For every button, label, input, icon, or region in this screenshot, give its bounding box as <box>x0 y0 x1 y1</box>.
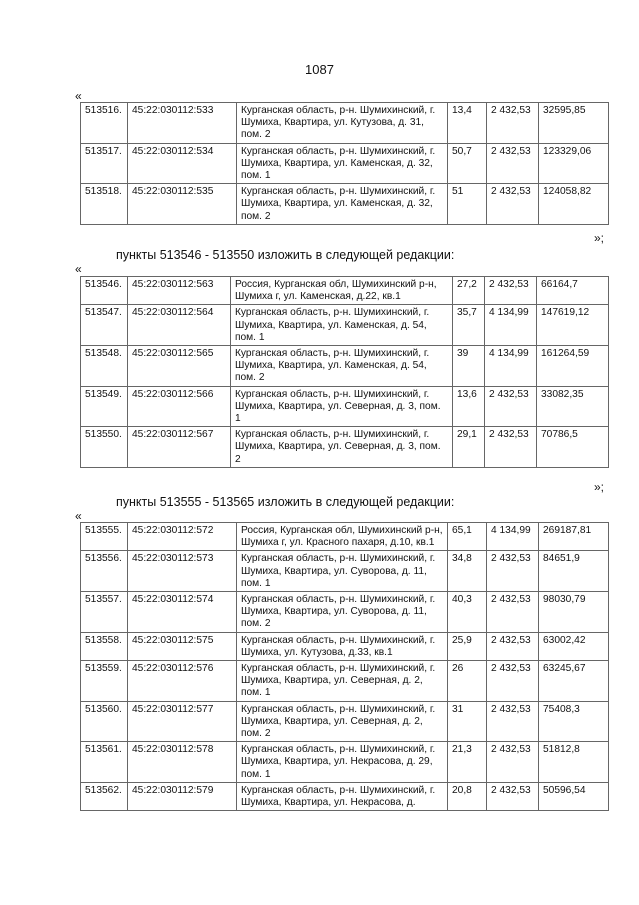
table-row <box>81 523 609 551</box>
address-cell: Курганская область, р-н. Шумихинский, г. Шумиха, Квартира, ул. Каменская, д. 32, пом. 1 <box>237 143 448 184</box>
unit-value-cell: 2 432,53 <box>487 661 539 702</box>
cadastral-number-cell: 45:22:030112:534 <box>128 143 237 184</box>
cadastral-table-3 <box>80 522 609 811</box>
opening-quote: « <box>75 89 82 103</box>
area-cell: 65,1 <box>448 523 487 551</box>
cadastral-value-cell: 66164,7 <box>537 277 609 305</box>
cadastral-number-cell: 45:22:030112:566 <box>128 386 231 427</box>
address-cell: Курганская область, р-н. Шумихинский, г. Шумиха, Квартира, ул. Некрасова, д. 29, пом. 1 <box>237 742 448 783</box>
cadastral-value-cell: 123329,06 <box>539 143 609 184</box>
cadastral-value-cell: 161264,59 <box>537 346 609 387</box>
table-row <box>81 592 609 633</box>
unit-value-cell: 2 432,53 <box>487 632 539 660</box>
table-row <box>81 386 609 427</box>
address-cell: Курганская область, р-н. Шумихинский, г. Шумиха, Квартира, ул. Кутузова, д. 31, пом. 2 <box>237 103 448 144</box>
table-row <box>81 305 609 346</box>
cadastral-value-cell: 75408,3 <box>539 701 609 742</box>
row-number-cell: 513550. <box>81 427 128 468</box>
unit-value-cell: 2 432,53 <box>485 386 537 427</box>
cadastral-number-cell: 45:22:030112:535 <box>128 184 237 225</box>
area-cell: 34,8 <box>448 551 487 592</box>
address-cell: Россия, Курганская обл, Шумихинский р-н, Шумиха г, ул. Красного пахаря, д.10, кв.1 <box>237 523 448 551</box>
row-number-cell: 513548. <box>81 346 128 387</box>
table-row <box>81 551 609 592</box>
address-cell: Курганская область, р-н. Шумихинский, г. Шумиха, Квартира, ул. Некрасова, д. <box>237 782 448 810</box>
table-row <box>81 701 609 742</box>
area-cell: 35,7 <box>453 305 485 346</box>
address-cell: Россия, Курганская обл, Шумихинский р-н, Шумиха г, ул. Каменская, д.22, кв.1 <box>231 277 453 305</box>
cadastral-number-cell: 45:22:030112:577 <box>128 701 237 742</box>
table-row <box>81 782 609 810</box>
section-heading-513546: пункты 513546 - 513550 изложить в следующей редакции: <box>116 248 455 262</box>
cadastral-value-cell: 147619,12 <box>537 305 609 346</box>
opening-quote: « <box>75 509 82 523</box>
area-cell: 21,3 <box>448 742 487 783</box>
row-number-cell: 513516. <box>81 103 128 144</box>
address-cell: Курганская область, р-н. Шумихинский, г. Шумиха, Квартира, ул. Каменская, д. 54, пом. 2 <box>231 346 453 387</box>
row-number-cell: 513546. <box>81 277 128 305</box>
cadastral-value-cell: 124058,82 <box>539 184 609 225</box>
area-cell: 27,2 <box>453 277 485 305</box>
address-cell: Курганская область, р-н. Шумихинский, г. Шумиха, Квартира, ул. Каменская, д. 54, пом. 1 <box>231 305 453 346</box>
cadastral-number-cell: 45:22:030112:576 <box>128 661 237 702</box>
area-cell: 29,1 <box>453 427 485 468</box>
table-row <box>81 661 609 702</box>
cadastral-number-cell: 45:22:030112:574 <box>128 592 237 633</box>
table-row <box>81 427 609 468</box>
cadastral-number-cell: 45:22:030112:579 <box>128 782 237 810</box>
cadastral-value-cell: 269187,81 <box>539 523 609 551</box>
section-heading-513555: пункты 513555 - 513565 изложить в следующей редакции: <box>116 495 455 509</box>
closing-quote: »; <box>594 231 605 245</box>
area-cell: 51 <box>448 184 487 225</box>
unit-value-cell: 4 134,99 <box>485 305 537 346</box>
cadastral-number-cell: 45:22:030112:565 <box>128 346 231 387</box>
unit-value-cell: 4 134,99 <box>487 523 539 551</box>
unit-value-cell: 2 432,53 <box>487 184 539 225</box>
closing-quote: »; <box>594 480 605 494</box>
unit-value-cell: 2 432,53 <box>485 427 537 468</box>
cadastral-number-cell: 45:22:030112:567 <box>128 427 231 468</box>
cadastral-number-cell: 45:22:030112:575 <box>128 632 237 660</box>
table-row <box>81 632 609 660</box>
unit-value-cell: 4 134,99 <box>485 346 537 387</box>
cadastral-number-cell: 45:22:030112:563 <box>128 277 231 305</box>
address-cell: Курганская область, р-н. Шумихинский, г. Шумиха, Квартира, ул. Северная, д. 2, пом. 2 <box>237 701 448 742</box>
unit-value-cell: 2 432,53 <box>487 742 539 783</box>
unit-value-cell: 2 432,53 <box>487 782 539 810</box>
address-cell: Курганская область, р-н. Шумихинский, г. Шумиха, Квартира, ул. Каменская, д. 32, пом. 2 <box>237 184 448 225</box>
row-number-cell: 513557. <box>81 592 128 633</box>
table-row <box>81 103 609 144</box>
cadastral-value-cell: 50596,54 <box>539 782 609 810</box>
row-number-cell: 513558. <box>81 632 128 660</box>
row-number-cell: 513517. <box>81 143 128 184</box>
row-number-cell: 513556. <box>81 551 128 592</box>
opening-quote: « <box>75 262 82 276</box>
unit-value-cell: 2 432,53 <box>487 103 539 144</box>
cadastral-table-2 <box>80 276 609 468</box>
area-cell: 25,9 <box>448 632 487 660</box>
row-number-cell: 513560. <box>81 701 128 742</box>
area-cell: 50,7 <box>448 143 487 184</box>
cadastral-value-cell: 33082,35 <box>537 386 609 427</box>
row-number-cell: 513555. <box>81 523 128 551</box>
cadastral-value-cell: 70786,5 <box>537 427 609 468</box>
page-number: 1087 <box>305 62 334 77</box>
area-cell: 26 <box>448 661 487 702</box>
cadastral-number-cell: 45:22:030112:564 <box>128 305 231 346</box>
row-number-cell: 513549. <box>81 386 128 427</box>
area-cell: 40,3 <box>448 592 487 633</box>
cadastral-value-cell: 84651,9 <box>539 551 609 592</box>
row-number-cell: 513559. <box>81 661 128 702</box>
unit-value-cell: 2 432,53 <box>487 143 539 184</box>
cadastral-value-cell: 98030,79 <box>539 592 609 633</box>
address-cell: Курганская область, р-н. Шумихинский, г. Шумиха, ул. Кутузова, д.33, кв.1 <box>237 632 448 660</box>
address-cell: Курганская область, р-н. Шумихинский, г. Шумиха, Квартира, ул. Северная, д. 3, пом. 2 <box>231 427 453 468</box>
cadastral-number-cell: 45:22:030112:533 <box>128 103 237 144</box>
row-number-cell: 513547. <box>81 305 128 346</box>
area-cell: 13,4 <box>448 103 487 144</box>
area-cell: 31 <box>448 701 487 742</box>
unit-value-cell: 2 432,53 <box>487 592 539 633</box>
table-row <box>81 742 609 783</box>
cadastral-value-cell: 63245,67 <box>539 661 609 702</box>
table-row <box>81 277 609 305</box>
unit-value-cell: 2 432,53 <box>487 701 539 742</box>
cadastral-number-cell: 45:22:030112:573 <box>128 551 237 592</box>
cadastral-number-cell: 45:22:030112:578 <box>128 742 237 783</box>
cadastral-value-cell: 32595,85 <box>539 103 609 144</box>
area-cell: 20,8 <box>448 782 487 810</box>
cadastral-number-cell: 45:22:030112:572 <box>128 523 237 551</box>
area-cell: 13,6 <box>453 386 485 427</box>
area-cell: 39 <box>453 346 485 387</box>
row-number-cell: 513518. <box>81 184 128 225</box>
row-number-cell: 513562. <box>81 782 128 810</box>
unit-value-cell: 2 432,53 <box>485 277 537 305</box>
cadastral-table-1 <box>80 102 609 225</box>
cadastral-value-cell: 51812,8 <box>539 742 609 783</box>
table-row <box>81 346 609 387</box>
unit-value-cell: 2 432,53 <box>487 551 539 592</box>
address-cell: Курганская область, р-н. Шумихинский, г. Шумиха, Квартира, ул. Северная, д. 3, пом. 1 <box>231 386 453 427</box>
table-row <box>81 184 609 225</box>
cadastral-value-cell: 63002,42 <box>539 632 609 660</box>
address-cell: Курганская область, р-н. Шумихинский, г. Шумиха, Квартира, ул. Северная, д. 2, пом. 1 <box>237 661 448 702</box>
row-number-cell: 513561. <box>81 742 128 783</box>
address-cell: Курганская область, р-н. Шумихинский, г. Шумиха, Квартира, ул. Суворова, д. 11, пом. 2 <box>237 592 448 633</box>
address-cell: Курганская область, р-н. Шумихинский, г. Шумиха, Квартира, ул. Суворова, д. 11, пом. 1 <box>237 551 448 592</box>
table-row <box>81 143 609 184</box>
